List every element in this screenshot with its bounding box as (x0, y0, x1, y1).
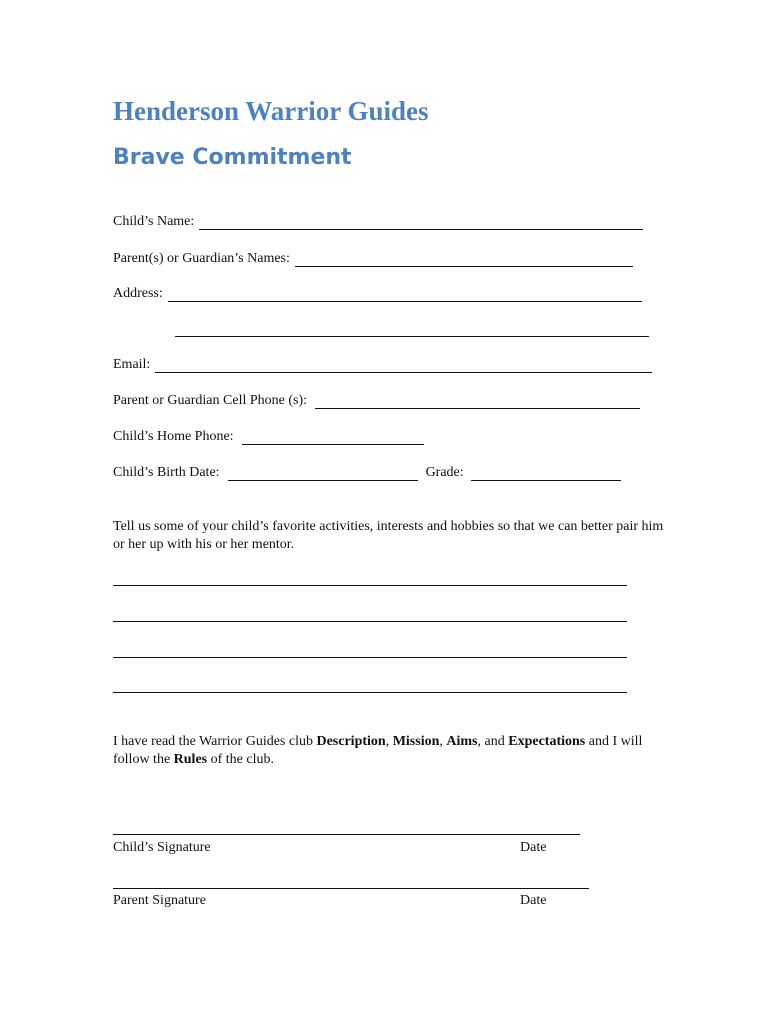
address-field-line1[interactable] (168, 287, 642, 302)
cell-phone-row (113, 393, 640, 409)
agreement-statement (113, 733, 658, 769)
parent-names-field[interactable] (295, 252, 633, 267)
agreement-sep-3: , and (477, 734, 509, 749)
cell-phone-label: Parent or Guardian Cell Phone (s): (113, 393, 308, 408)
email-field[interactable] (155, 358, 652, 373)
agreement-sep-1: , (385, 734, 393, 749)
activities-line-3[interactable] (113, 657, 627, 658)
email-row (113, 357, 652, 373)
address-field-line2[interactable] (175, 336, 649, 337)
activities-prompt: Tell us some of your child’s favorite activities, interests and hobbies so that we can better pair him or her up with his or her mentor. (113, 519, 664, 552)
agreement-aims: Aims (446, 734, 478, 749)
grade-label: Grade: (425, 465, 464, 480)
birth-date-label: Child’s Birth Date: (113, 465, 220, 480)
agreement-text-2: and I will follow the (113, 734, 643, 767)
grade-field[interactable] (471, 466, 621, 481)
child-name-row (113, 214, 643, 230)
address-label: Address: (113, 286, 163, 301)
cell-phone-field[interactable] (315, 394, 640, 409)
agreement-mission: Mission (392, 734, 440, 749)
activities-line-4[interactable] (113, 692, 627, 693)
home-phone-row (113, 429, 424, 445)
agreement-text-1: I have read the Warrior Guides club (113, 734, 317, 749)
home-phone-field[interactable] (242, 430, 424, 445)
agreement-sep-2: , (439, 734, 447, 749)
agreement-expectations: Expectations (508, 734, 586, 749)
address-row (113, 286, 642, 302)
parent-signature-label: Parent Signature (113, 893, 206, 908)
agreement-text-3: of the club. (207, 752, 274, 767)
birth-date-field[interactable] (228, 466, 418, 481)
email-label: Email: (113, 357, 151, 372)
agreement-description: Description (316, 734, 386, 749)
agreement-rules: Rules (173, 752, 208, 767)
parent-signature-date-label: Date (520, 893, 547, 908)
page-title: Henderson Warrior Guides (113, 96, 429, 126)
parent-names-label: Parent(s) or Guardian’s Names: (113, 251, 290, 266)
parent-signature-line[interactable] (113, 888, 589, 889)
child-signature-line[interactable] (113, 834, 580, 835)
child-name-field[interactable] (199, 215, 643, 230)
home-phone-label: Child’s Home Phone: (113, 429, 234, 444)
activities-line-2[interactable] (113, 621, 627, 622)
child-name-label: Child’s Name: (113, 214, 195, 229)
activities-line-1[interactable] (113, 585, 627, 586)
parent-names-row (113, 251, 633, 267)
page-subtitle: Brave Commitment (113, 145, 352, 170)
birth-date-row (113, 465, 621, 481)
child-signature-label: Child’s Signature (113, 840, 211, 855)
child-signature-date-label: Date (520, 840, 547, 855)
